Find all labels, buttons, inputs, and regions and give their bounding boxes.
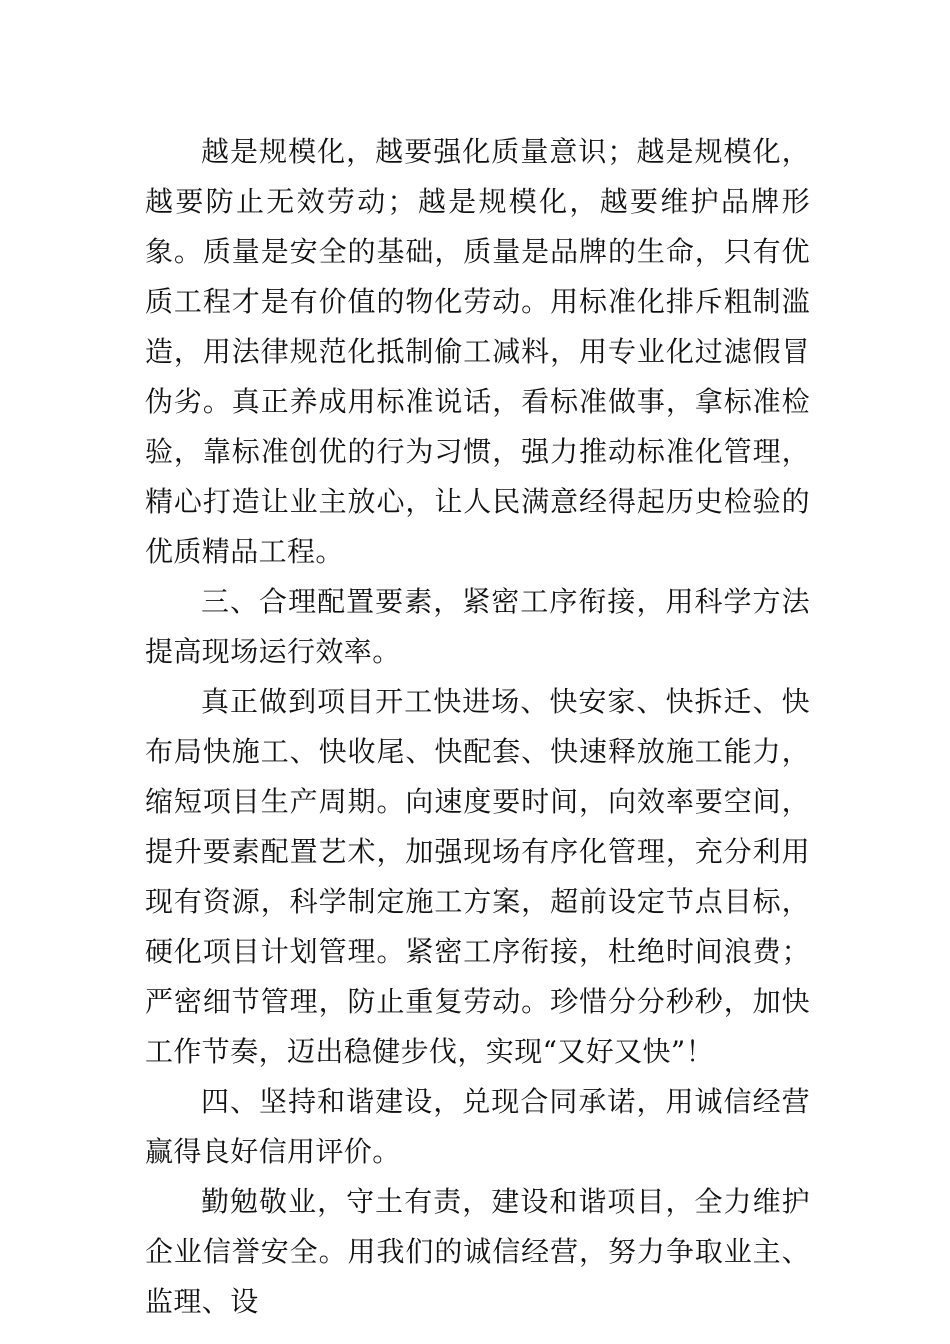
paragraph-quality: 越是规模化，越要强化质量意识；越是规模化，越要防止无效劳动；越是规模化，越要维护品牌形象。质量是安全的基础，质量是品牌的生命，只有优质工程才是有价值的物化劳动。用标准化排斥粗制滥造，用法律规范化抵制偷工减料，用专业化过滤假冒伪劣。真正养成用标准说话，看标准做事，拿标准检验，靠标准创优的行为习惯，强力推动标准化管理，精心打造让业主放心，让人民满意经得起历史检验的优质精品工程。 [145,135,810,568]
paragraph-efficiency: 真正做到项目开工快进场、快安家、快拆迁、快布局快施工、快收尾、快配套、快速释放施工能力，缩短项目生产周期。向速度要时间，向效率要空间，提升要素配置艺术，加强现场有序化管理，充分利用现有资源，科学制定施工方案，超前设定节点目标，硬化项目计划管理。紧密工序衔接，杜绝时间浪费；严密细节管理，防止重复劳动。珍惜分分秒秒，加快工作节奏，迈出稳健步伐，实现“又好又快”！ [145,685,810,1068]
document-body [145,127,810,1327]
section-heading-4: 四、坚持和谐建设，兑现合同承诺，用诚信经营赢得良好信用评价。 [145,1085,810,1168]
section-heading-3: 三、合理配置要素，紧密工序衔接，用科学方法提高现场运行效率。 [145,585,810,668]
paragraph-integrity: 勤勉敬业，守土有责，建设和谐项目，全力维护企业信誉安全。用我们的诚信经营，努力争取业主、监理、设 [145,1185,810,1318]
